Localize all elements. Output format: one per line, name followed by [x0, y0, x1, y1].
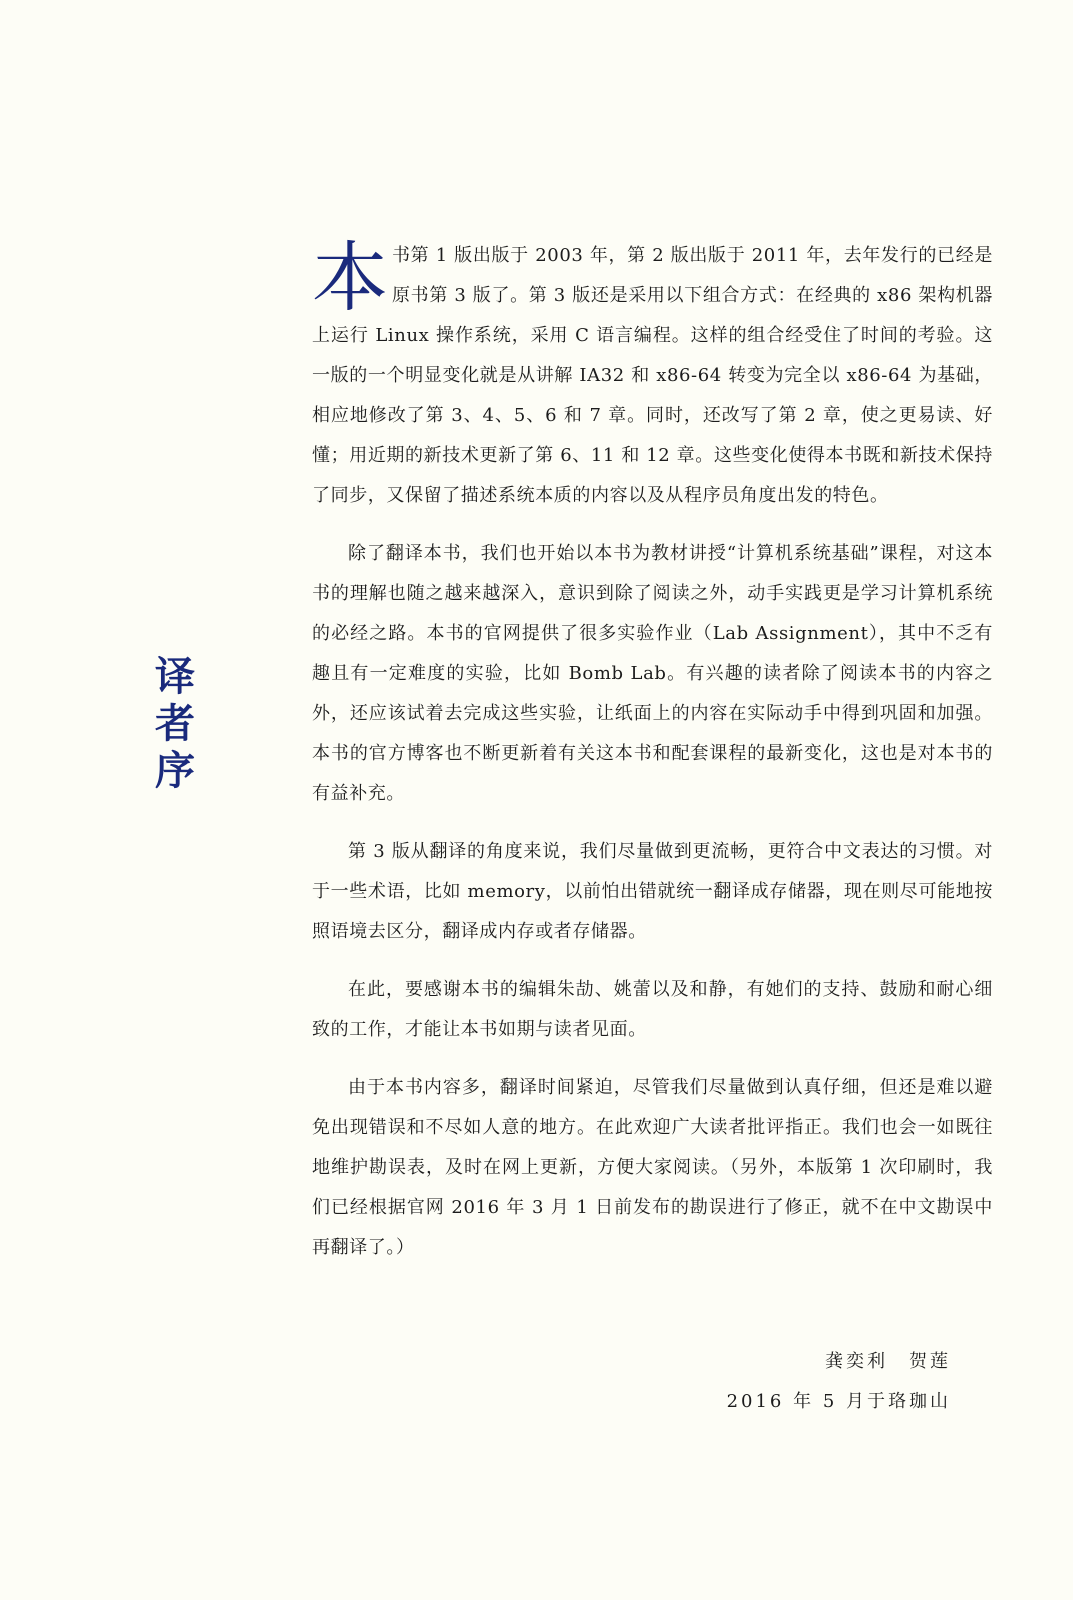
section-title-char-1: 译	[155, 654, 195, 700]
section-title-char-2: 者	[155, 701, 195, 747]
paragraph-1-text: 书第 1 版出版于 2003 年，第 2 版出版于 2011 年，去年发行的已经是原书第 3 版了。第 3 版还是采用以下组合方式：在经典的 x86 架构机器上运行 Linux 操作系统，采用 C 语言编程。这样的组合经受住了时间的考验。这一版的一个明显变化就是从讲解 IA32 和 x86-64 转变为完全以 x86-64 为基础，相应地修改了第 3、4、5、6 和 7 章。同时，还改写了第 2 章，使之更易读、好懂；用近期的新技术更新了第 6、11 和 12 章。这些变化使得本书既和新技术保持了同步，又保留了描述系统本质的内容以及从程序员角度出发的特色。	[312, 245, 993, 506]
date-place: 2016 年 5 月于珞珈山	[726, 1391, 951, 1412]
signature-block	[727, 1342, 951, 1422]
paragraph-5: 由于本书内容多，翻译时间紧迫，尽管我们尽量做到认真仔细，但还是难以避免出现错误和不尽如人意的地方。在此欢迎广大读者批评指正。我们也会一如既往地维护勘误表，及时在网上更新，方便大家阅读。（另外，本版第 1 次印刷时，我们已经根据官网 2016 年 3 月 1 日前发布的勘误进行了修正，就不在中文勘误中再翻译了。）	[312, 1077, 993, 1258]
paragraph-3: 第 3 版从翻译的角度来说，我们尽量做到更流畅，更符合中文表达的习惯。对于一些术语，比如 memory，以前怕出错就统一翻译成存储器，现在则尽可能地按照语境去区分，翻译成内存或者存储器。	[312, 841, 993, 942]
section-title	[150, 654, 200, 795]
translator-names: 龚奕利 贺莲	[825, 1351, 951, 1372]
paragraph-4: 在此，要感谢本书的编辑朱劼、姚蕾以及和静，有她们的支持、鼓励和耐心细致的工作，才能让本书如期与读者见面。	[312, 979, 993, 1040]
section-title-char-3: 序	[155, 748, 195, 794]
paragraph-2: 除了翻译本书，我们也开始以本书为教材讲授“计算机系统基础”课程，对这本书的理解也随之越来越深入，意识到除了阅读之外，动手实践更是学习计算机系统的必经之路。本书的官网提供了很多实验作业（Lab Assignment），其中不乏有趣且有一定难度的实验，比如 Bomb Lab。有兴趣的读者除了阅读本书的内容之外，还应该试着去完成这些实验，让纸面上的内容在实际动手中得到巩固和加强。本书的官方博客也不断更新着有关这本书和配套课程的最新变化，这也是对本书的有益补充。	[312, 543, 993, 804]
preface-body	[312, 233, 993, 1286]
drop-cap: 本	[312, 233, 388, 322]
paragraph-1	[312, 233, 993, 516]
